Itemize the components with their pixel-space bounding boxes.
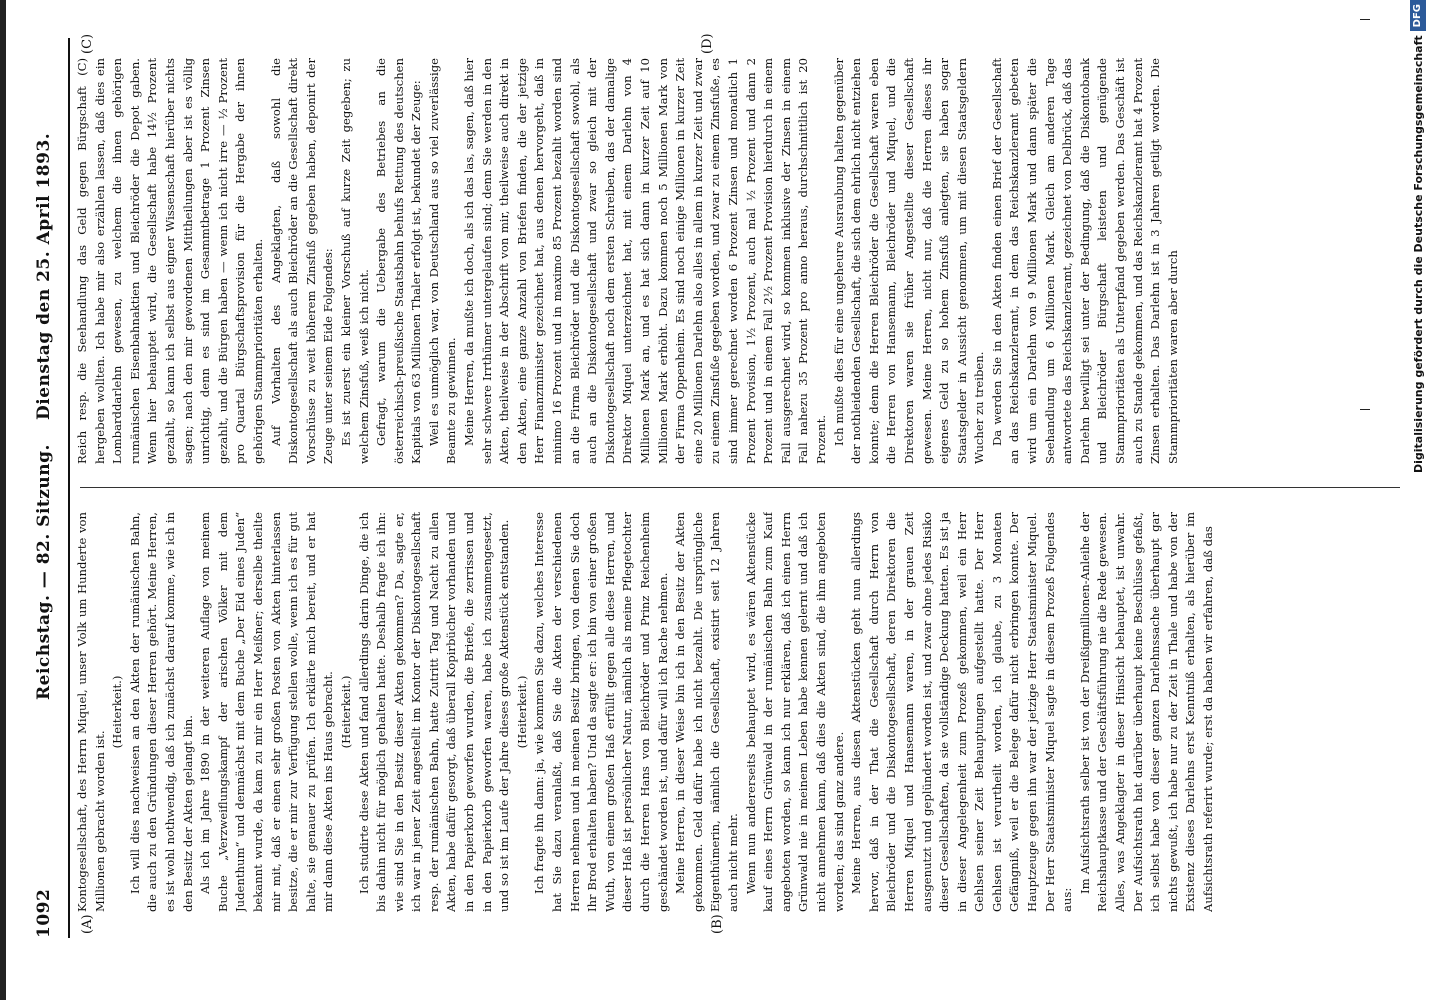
quoted-testimony: Es ist zuerst ein kleiner Vorschuß auf kurze Zeit gegeben; zu welchem Zinsfuß, weiß ich nicht. bbox=[338, 58, 371, 464]
right-text-column bbox=[74, 58, 1404, 464]
scan-edge-bar bbox=[0, 0, 6, 1000]
scan-tick-mark bbox=[1360, 19, 1370, 20]
quoted-testimony: Reich resp. die Seehandlung das Geld gegen Bürgschaft (C) hergeben wollten. Ich habe mir also erzählen lassen, daß dies ein Lombarddarlehn gewesen, zu welchem die ihnen gehörigen rumänischen Eisenbahnaktien und Bleichröder die Depot gaben. Wenn hier behauptet wird, die Gesellschaft habe 14½ Prozent gezahlt, so kann ich selbst aus eigner Wissenschaft hierüber nichts sagen; nach den mir gewordenen Mittheilungen aber ist es völlig unrichtig, denn es sind im Gesammtbetrage 1 Prozent Zinsen gezahlt, und die Bürgen haben — wenn ich nicht irre — ½ Prozent pro Quartal Bürgschaftsprovision für die Hergabe der ihnen gehörigen Stammprioritäten erhalten. bbox=[75, 58, 265, 464]
paragraph: Meine Herren, aus diesen Aktenstücken geht nun allerdings hervor, daß in der That die Gesellschaft durch Herrn von Bleichröder und die Diskontogesellschaft, deren Direktoren die Herren Miquel und Hansemann waren, in der grauen Zeit ausgenutzt und geplündert worden ist, und zwar ohne jedes Risiko dieser Gesellschaften, da sie vollständige Deckung hatten. Es ist ja in dieser Angelegenheit zum Prozeß gekommen, weil ein Herr Gehlsen seiner Zeit Behauptungen aufgestellt hatte. Der Herr Gehlsen ist verurtheilt worden, ich glaube, zu 3 Monaten Gefängniß, weil er die Belege dafür nicht erbringen konnte. Der Hauptzeuge gegen ihn war der jetzige Herr Staatsminister Miquel. Der Herr Staatsminister Miquel sagte in diesem Prozeß Folgendes aus: bbox=[849, 512, 1075, 912]
left-text-column bbox=[74, 512, 1404, 912]
paragraph: Da werden Sie in den Akten finden einen Brief der Gesellschaft an das Reichskanzleramt, in dem das Reichskanzleramt gebeten wird um ein Darlehn von 9 Millionen Mark und dann später die Seehandlung um 6 Millionen Mark. Gleich am anderen Tage antwortete das Reichskanzleramt, gezeichnet von Delbrück, daß das Darlehn bewilligt sei unter der Bedingung, daß die Diskontobank und Bleichröder Bürgschaft leisteten und genügende Stammprioritäten als Unterpfand gegeben werden. Das Geschäft ist auch zu Stande gekommen, und das Reichskanzleramt hat 4 Prozent Zinsen erhalten. Das Darlehn ist in 3 Jahren getilgt worden. Die Stammprioritäten waren aber durch bbox=[989, 58, 1180, 464]
digitization-note: Digitalisierung gefördert durch die Deutsche Forschungsgemeinschaft bbox=[1411, 35, 1425, 474]
paragraph: Meine Herren, da mußte ich doch, als ich das las, sagen, daß hier sehr schwere Irrthümer untergelaufen sind; denn Sie werden in den Akten, theilweise in der Abschrift von mir, theilweise auch direkt in den Akten, eine ganze Anzahl von Briefen finden, die der jetzige Herr Finanzminister gezeichnet hat, aus denen hervorgeht, daß in minimo 16 Prozent und in maximo 85 Prozent bezahlt worden sind an die Firma Bleichröder und die Diskontogesellschaft sowohl, als auch an die Diskontogesellschaft und zwar so gleich mit der Diskontogesellschaft noch dem ersten Schreiben, das der damalige Direktor Miquel unterzeichnet hat, mit einem Darlehn von 4 Millionen Mark an, und es hat sich dann in kurzer Zeit auf 10 Millionen Mark erhöht. Dazu kommen noch 5 Millionen Mark von der Firma Oppenheim. Es sind noch einige Millionen in kurzer Zeit eine 20 Millionen Darlehn also alles in allem in kurzer Zeit und zwar zu einem Zinsfuße gegeben worden, und zwar zu einem Zinsfuße, es sind immer gerechnet worden 6 Prozent Zinsen und monatlich 1 Prozent Provision, 1½ Prozent, auch mal ½ Prozent und dann 2 Prozent und in einem Fall 2½ Prozent Provision hierdurch in einem Fall ausgerechnet wird, so kommen inklusive der Zinsen in einem Fall nahezu 35 Prozent pro anno heraus, durchschnittlich ist 20 Prozent. bbox=[462, 58, 828, 464]
header-rule bbox=[68, 38, 70, 938]
paragraph: Gefragt, warum die Uebergabe des Betriebes an die österreichisch-preußische Staatsbahn behufs Rettung des deutschen Kapitals von 63 Millionen Thaler erfolgt ist, bekundet der Zeuge: bbox=[374, 58, 424, 464]
paragraph: Kontogesellschaft, des Herrn Miquel, unser Volk um Hunderte von Millionen gebracht worden ist. bbox=[75, 512, 107, 912]
digitization-footer bbox=[1408, 0, 1428, 474]
paragraph: Als ich im Jahre 1890 in der weiteren Auflage von meinem Buche „Verzweiflungskampf der arischen Völker mit dem Judenthum“ und demnächst mit dem Buche „Der Eid eines Juden“ bekannt wurde, da kam zu mir ein Herr Meißner; derselbe theilte mir mit, daß er einen sehr großen Posten von Akten hinterlassen besitze, die er mir zur Verfügung stellen wolle, wenn ich es für gut halte, sie genauer zu prüfen. Ich erklärte mich bereit, und er hat mir dann diese Akten ins Haus gebracht. bbox=[198, 512, 336, 912]
interjection: (Heiterkeit.) bbox=[338, 675, 353, 749]
dfg-logo: DFG bbox=[1410, 0, 1426, 31]
margin-mark-b: (B) bbox=[710, 914, 725, 934]
margin-mark-a: (A) bbox=[80, 914, 95, 934]
paragraph: Ich mußte dies für eine ungeheure Ausraubung halten gegenüber der nothleidenden Gesellschaft, die sich dem ehrlich nicht entziehen konnte; denn die Herren Bleichröder die Gesellschaft waren eben die Herren von Hansemann, Bleichröder und Miquel, und die Direktoren waren sie früher Angestellte dieser Gesellschaft gewesen. Meine Herren, nicht nur, daß die Herren dieses ihr eigenes Geld zu so hohem Zinsfuß anlegten, sie haben sogar Staatsgelder in Aussicht genommen, um mit diesen Staatsgeldern Wucher zu treiben. bbox=[831, 58, 987, 464]
paragraph: Ich will dies nachweisen an den Akten der rumänischen Bahn, die auch zu den Gründungen dieser Herren gehört. Meine Herren, es ist wohl nothwendig, daß ich zunächst darauf komme, wie ich in den Besitz der Akten gelangt bin. bbox=[127, 512, 195, 912]
column-divider bbox=[80, 487, 1400, 488]
interjection: (Heiterkeit.) bbox=[110, 675, 125, 749]
quoted-testimony: Weil es unmöglich war, von Deutschland aus so viel zuverlässige Beamte zu gewinnen. bbox=[426, 58, 459, 464]
paragraph: Meine Herren, in dieser Weise bin ich in den Besitz der Akten gekommen. Geld dafür habe ich nicht bezahlt. Die ursprüngliche Eigenthümerin, nämlich die Gesellschaft, existirt seit 12 Jahren auch nicht mehr. bbox=[673, 512, 740, 912]
margin-mark-c: (C) bbox=[80, 33, 95, 54]
header-date: Dienstag den 25. April 1893. bbox=[34, 132, 54, 420]
paragraph: Ich studirte diese Akten und fand allerdings darin Dinge, die ich bis dahin nicht für möglich gehalten hatte. Deshalb fragte ich ihn: wie sind Sie in den Besitz dieser Akten gekommen? Da, sagte er, ich war in jener Zeit angestellt im Kontor der Diskontogesellschaft resp. der rumänischen Bahn, hatte Zutritt Tag und Nacht zu allen Akten, habe dafür gesorgt, daß überall Kopirbücher vorhanden und in den Papierkorb geworfen wurden, die Briefe, die zerrissen und in den Papierkorb geworfen waren, habe ich zusammengesetzt, und so ist im Laufe der Jahre dieses große Aktenstück entstanden. bbox=[356, 512, 512, 912]
header-center-title: Reichstag. — 82. Sitzung. bbox=[34, 444, 54, 700]
quoted-testimony: Im Aufsichtsrath selber ist von der Dreißigmillionen-Anleihe der Reichshauptkasse und der Geschäftsführung nie die Rede gewesen. Alles, was Angeklagter in dieser Hinsicht behauptet, ist unwahr. Der Aufsichtsrath hat darüber überhaupt keine Beschlüsse gefaßt, ich selbst habe von dieser ganzen Darlehnssache überhaupt gar nichts gewußt, ich habe nur zu der Zeit in Thale und habe von der Existenz dieses Darlehns erst Kenntniß erhalten, als hierüber im Aufsichtsrath referirt wurde; erst da haben wir erfahren, daß das bbox=[1077, 512, 1215, 912]
paragraph: Auf Vorhalten des Angeklagten, daß sowohl die Diskontogesellschaft als auch Bleichröder an die Gesellschaft direkt Vorschüsse zu weit höherem Zinsfuß gegeben haben, deponirt der Zeuge unter seinem Eide Folgendes: bbox=[268, 58, 336, 464]
margin-mark-d: (D) bbox=[700, 33, 715, 54]
scan-tick-mark bbox=[1360, 409, 1370, 410]
page-number: 1092 bbox=[34, 888, 54, 938]
paragraph: Ich fragte ihn dann: ja, wie kommen Sie dazu, welches Interesse hat Sie dazu veranlaßt, daß Sie die Akten der verschiedenen Herren nehmen und in meinen Besitz bringen, von denen Sie doch Ihr Brod erhalten haben? Und da sagte er: ich bin von einer großen Wuth, von einem großen Haß erfüllt gegen alle diese Herren, und dieser Haß ist persönlicher Natur, nämlich als meine Pflegetochter durch die Herren Hans von Bleichröder und Prinz Reichenheim geschändet worden ist, und dafür will ich Rache nehmen. bbox=[532, 512, 670, 912]
paragraph: Wenn nun andererseits behauptet wird, es wären Aktenstücke kauf eines Herrn Grünwald in der rumänischen Bahn zum Kauf angeboten worden, so kann ich nur erklären, daß ich einen Herrn Grünwald nie in meinem Leben habe kennen gelernt und daß ich nicht annehmen kann, daß dies die Akten sind, die ihm angeboten worden; das sind ganz andere. bbox=[743, 512, 846, 912]
interjection: (Heiterkeit.) bbox=[514, 675, 529, 749]
